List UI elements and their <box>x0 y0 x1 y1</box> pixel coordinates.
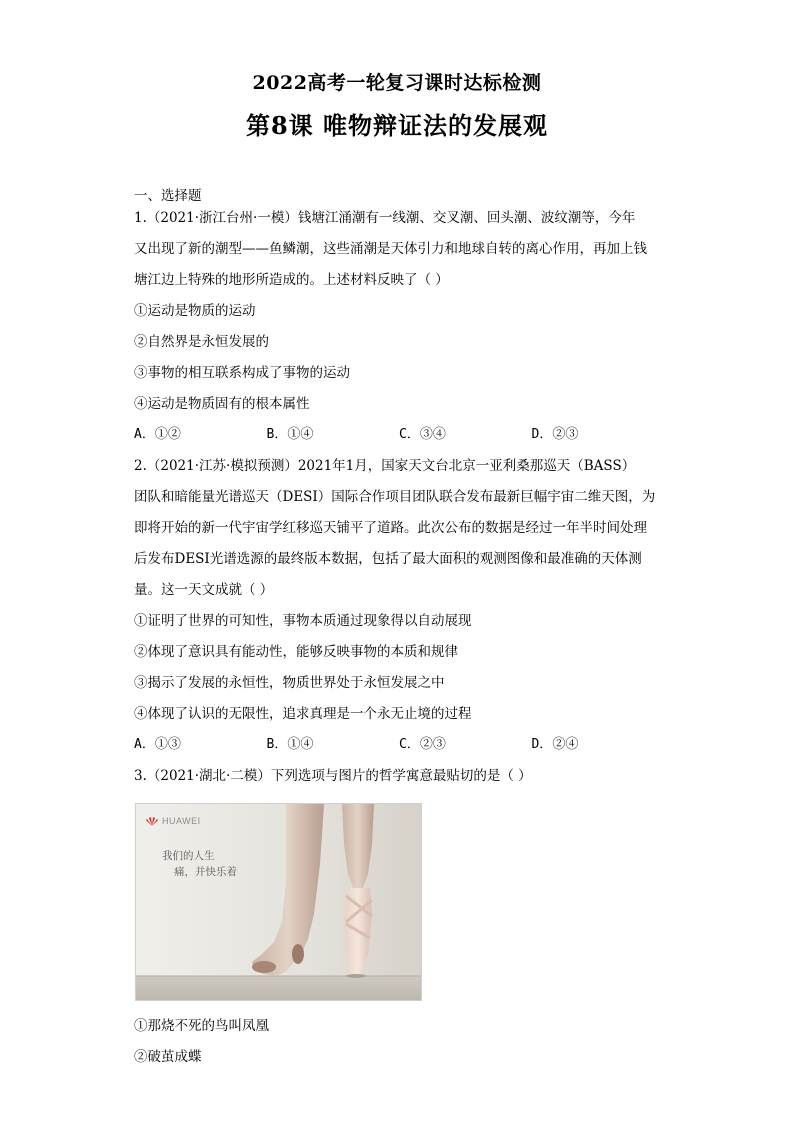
question-text-line: 1.（2021·浙江台州·一模）钱塘江涌潮有一线潮、交叉潮、回头潮、波纹潮等，今年 <box>134 210 636 226</box>
document-title: 2022高考一轮复习课时达标检测 <box>252 72 542 94</box>
statement-item: ③事物的相互联系构成了事物的运动 <box>134 365 350 381</box>
image-slogan <box>162 848 237 880</box>
huawei-logo-icon <box>146 817 158 826</box>
option-c[interactable]: C．③④ <box>399 427 446 442</box>
brand-label <box>146 816 201 826</box>
question-1 <box>134 208 664 456</box>
option-c[interactable]: C．②③ <box>399 737 446 752</box>
question-text-line: 量。这一天文成就（ ） <box>134 582 274 598</box>
statement-item: ②自然界是永恒发展的 <box>134 334 269 350</box>
option-a[interactable]: A．①② <box>134 427 181 442</box>
lesson-title: 第8课 唯物辩证法的发展观 <box>245 111 549 140</box>
option-d[interactable]: D．②③ <box>531 427 579 442</box>
option-b[interactable]: B．①④ <box>266 427 314 442</box>
option-d[interactable]: D．②④ <box>531 737 579 752</box>
slogan-line: 痛，并快乐着 <box>174 866 237 878</box>
slogan-line: 我们的人生 <box>162 850 215 862</box>
statement-item: ②体现了意识具有能动性，能够反映事物的本质和规律 <box>134 644 458 660</box>
answer-options <box>134 425 664 456</box>
question-3-items <box>134 1016 269 1078</box>
statement-item: ③揭示了发展的永恒性，物质世界处于永恒发展之中 <box>134 675 445 691</box>
document-body <box>134 186 664 797</box>
statement-item: ②破茧成蝶 <box>134 1049 202 1065</box>
answer-options <box>134 735 664 766</box>
option-b[interactable]: B．①④ <box>266 737 314 752</box>
brand-name: HUAWEI <box>162 816 201 826</box>
question-text-line: 又出现了新的潮型——鱼鳞潮，这些涌潮是天体引力和地球自转的离心作用，再加上钱 <box>134 241 647 257</box>
question-2 <box>134 456 664 766</box>
statement-item: ①那烧不死的鸟叫凤凰 <box>134 1018 269 1034</box>
statement-item: ①证明了世界的可知性，事物本质通过现象得以自动展现 <box>134 613 472 629</box>
statement-item: ①运动是物质的运动 <box>134 303 256 319</box>
ballet-feet-image <box>135 803 422 1001</box>
question-text-line: 即将开始的新一代宇宙学红移巡天铺平了道路。此次公布的数据是经过一年半时间处理 <box>134 520 647 536</box>
option-a[interactable]: A．①③ <box>134 737 181 752</box>
statement-item: ④运动是物质固有的根本属性 <box>134 396 310 412</box>
question-text-line: 2.（2021·江苏·模拟预测）2021年1月，国家天文台北京一亚利桑那巡天（BASS） <box>134 458 636 474</box>
statement-item: ④体现了认识的无限性，追求真理是一个永无止境的过程 <box>134 706 472 722</box>
question-text-line: 后发布DESI光谱选源的最终版本数据，包括了最大面积的观测图像和最准确的天体测 <box>134 551 642 567</box>
ballet-feet-illustration <box>136 804 421 1000</box>
section-heading: 一、选择题 <box>134 188 202 204</box>
question-text-line: 塘江边上特殊的地形所造成的。上述材料反映了（ ） <box>134 272 449 288</box>
question-3 <box>134 766 664 797</box>
question-text-line: 团队和暗能量光谱巡天（DESI）国际合作项目团队联合发布最新巨幅宇宙二维天图，为 <box>134 489 656 505</box>
question-text-line: 3.（2021·湖北·二模）下列选项与图片的哲学寓意最贴切的是（ ） <box>134 768 532 784</box>
